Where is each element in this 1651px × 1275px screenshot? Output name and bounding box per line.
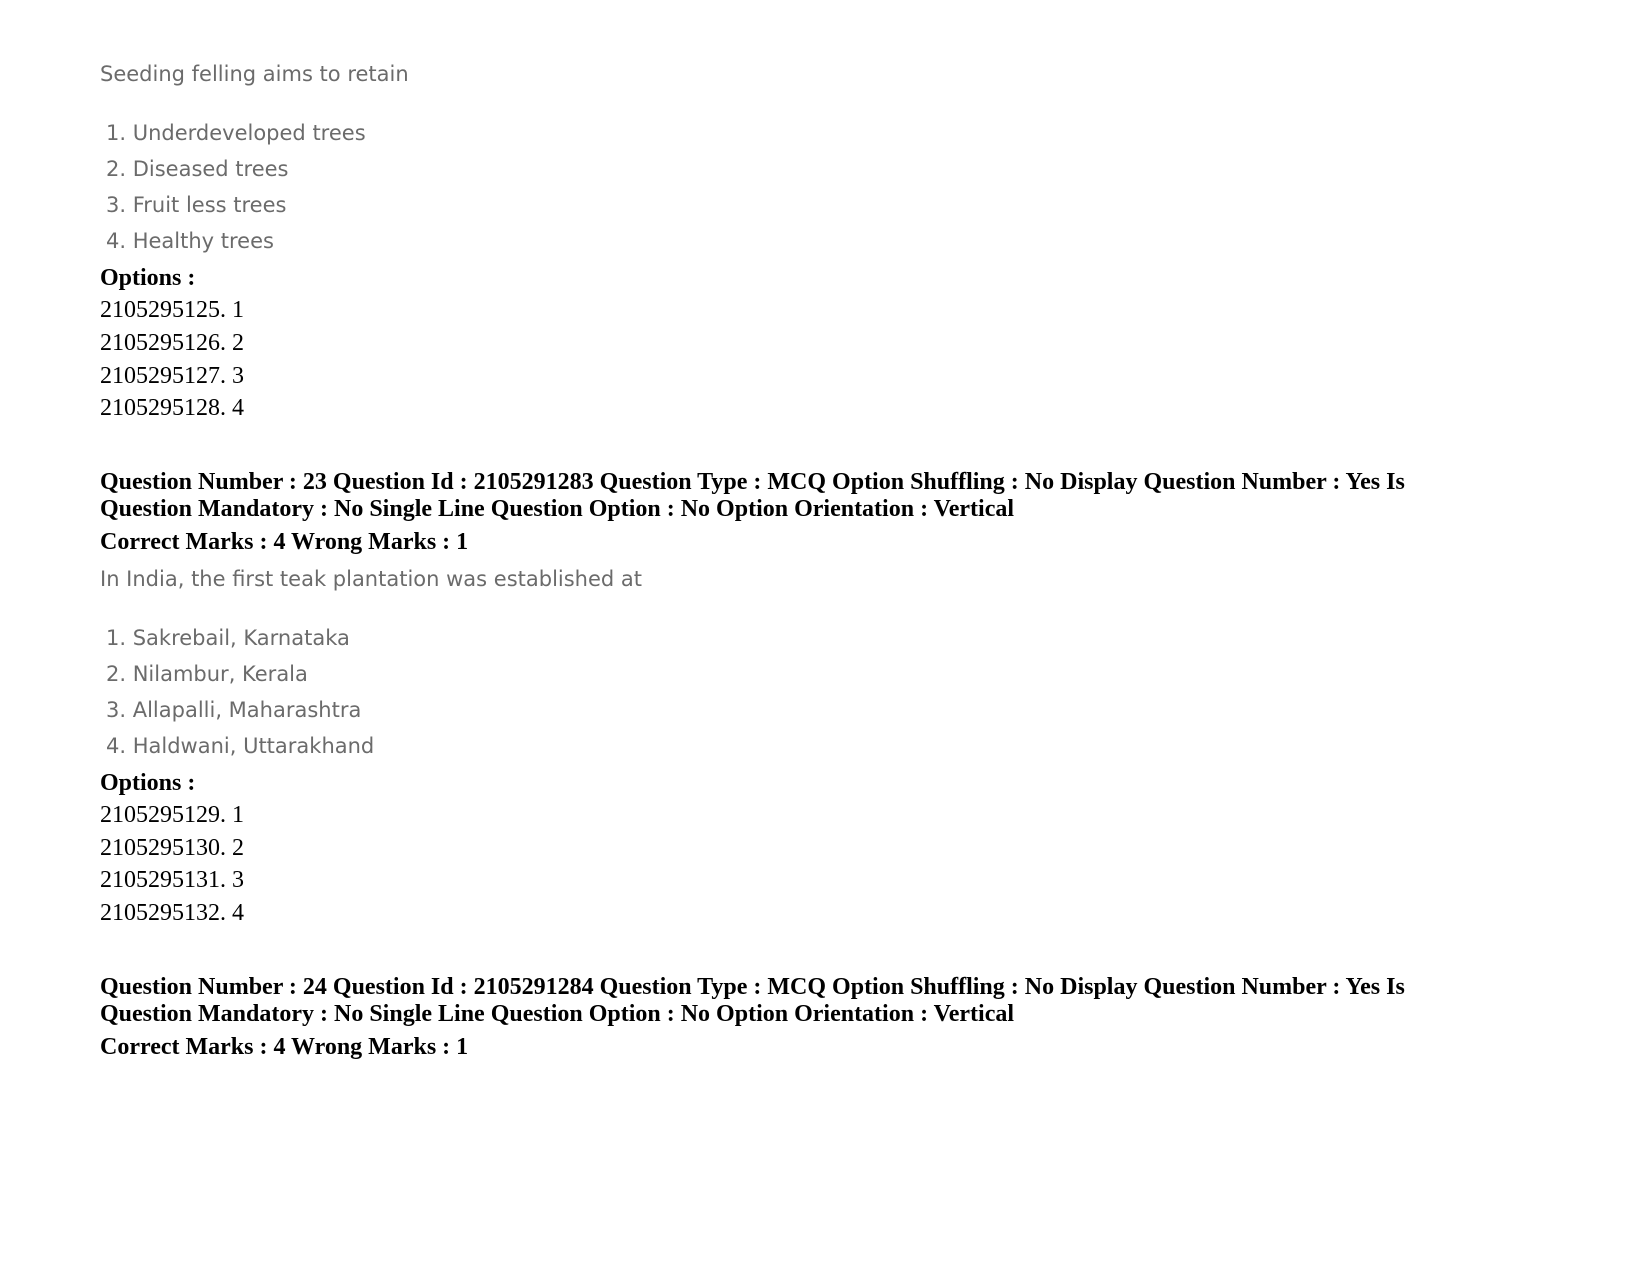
question-meta-line: Question Mandatory : No Single Line Question Option : No Option Orientation : Vertical [100, 496, 1015, 522]
question-text: Seeding felling aims to retain [100, 62, 409, 86]
question-item: 3. Allapalli, Maharashtra [106, 698, 362, 722]
option-line: 2105295125. 1 [100, 297, 244, 323]
option-line: 2105295129. 1 [100, 802, 244, 828]
option-line: 2105295131. 3 [100, 867, 244, 893]
option-line: 2105295130. 2 [100, 835, 244, 861]
question-marks: Correct Marks : 4 Wrong Marks : 1 [100, 529, 469, 555]
options-heading: Options : [100, 265, 196, 291]
question-item: 1. Sakrebail, Karnataka [106, 626, 350, 650]
question-item: 4. Healthy trees [106, 229, 274, 253]
question-item: 2. Nilambur, Kerala [106, 662, 308, 686]
option-line: 2105295127. 3 [100, 363, 244, 389]
question-item: 2. Diseased trees [106, 157, 289, 181]
option-line: 2105295128. 4 [100, 395, 244, 421]
question-item: 1. Underdeveloped trees [106, 121, 366, 145]
option-line: 2105295132. 4 [100, 900, 244, 926]
option-line: 2105295126. 2 [100, 330, 244, 356]
question-meta-line: Question Mandatory : No Single Line Question Option : No Option Orientation : Vertical [100, 1001, 1015, 1027]
question-item: 4. Haldwani, Uttarakhand [106, 734, 375, 758]
question-marks: Correct Marks : 4 Wrong Marks : 1 [100, 1034, 469, 1060]
question-item: 3. Fruit less trees [106, 193, 287, 217]
question-text: In India, the first teak plantation was established at [100, 567, 643, 591]
options-heading: Options : [100, 770, 196, 796]
question-meta-line: Question Number : 23 Question Id : 2105291283 Question Type : MCQ Option Shuffling : No Display Question Number : Yes Is [100, 469, 1405, 495]
question-meta-line: Question Number : 24 Question Id : 2105291284 Question Type : MCQ Option Shuffling : No Display Question Number : Yes Is [100, 974, 1405, 1000]
